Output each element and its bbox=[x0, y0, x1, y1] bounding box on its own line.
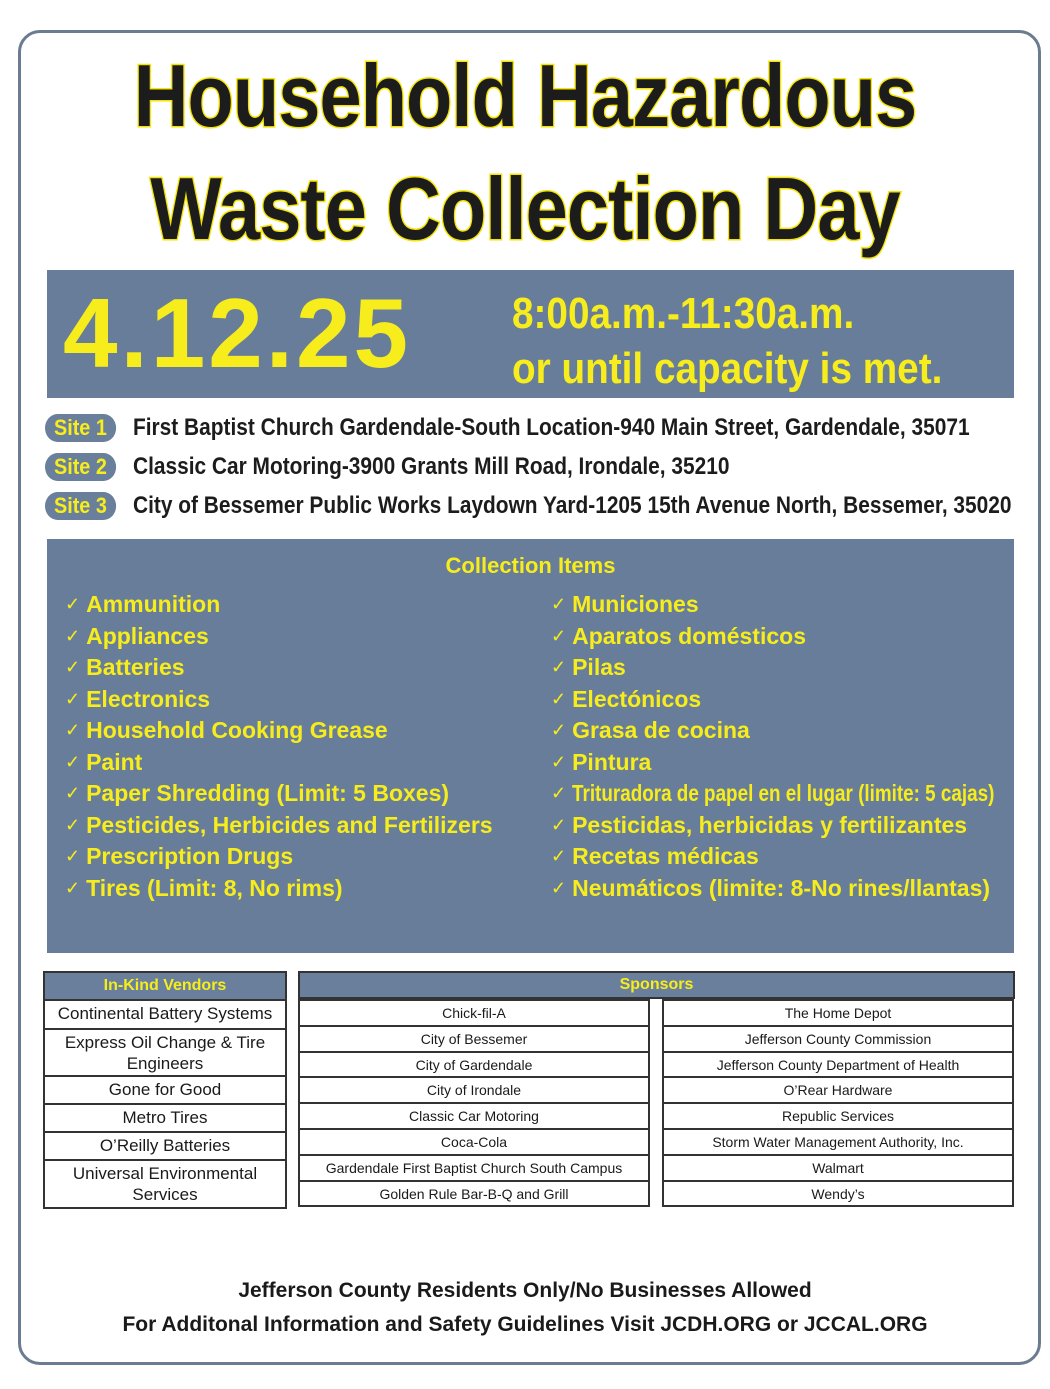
list-item: ✓ Electónicos bbox=[551, 685, 702, 712]
check-icon: ✓ bbox=[65, 688, 81, 709]
list-item: ✓ Tires (Limit: 8, No rims) bbox=[65, 874, 343, 901]
sponsor-cell: Republic Services bbox=[662, 1102, 1014, 1128]
list-item: ✓ Recetas médicas bbox=[551, 843, 759, 870]
date-banner bbox=[47, 270, 1014, 398]
check-icon: ✓ bbox=[551, 751, 567, 772]
sponsor-cell: Classic Car Motoring bbox=[298, 1102, 650, 1128]
check-icon: ✓ bbox=[65, 751, 81, 772]
check-icon: ✓ bbox=[65, 783, 81, 804]
list-item: ✓ Prescription Drugs bbox=[65, 843, 294, 870]
site-badge: Site 1 bbox=[45, 414, 116, 442]
list-item: ✓ Aparatos domésticos bbox=[551, 622, 806, 649]
site-row-1 bbox=[45, 413, 1050, 443]
sponsor-cell: Golden Rule Bar-B-Q and Grill bbox=[298, 1180, 650, 1208]
check-icon: ✓ bbox=[65, 846, 81, 867]
vendor-cell: Continental Battery Systems bbox=[45, 1001, 285, 1030]
list-item: ✓ Paper Shredding (Limit: 5 Boxes) bbox=[65, 780, 450, 807]
list-item: ✓ Pilas bbox=[551, 654, 626, 681]
list-item: ✓ Batteries bbox=[65, 654, 185, 681]
check-icon: ✓ bbox=[65, 657, 81, 678]
vendor-cell: Universal Environmental Services bbox=[72, 1164, 258, 1204]
footer-residents-note: Jefferson County Residents Only/No Businesses Allowed bbox=[238, 1279, 812, 1302]
list-item: ✓ Electronics bbox=[65, 685, 211, 712]
check-icon: ✓ bbox=[65, 625, 81, 646]
sponsor-cell: Coca-Cola bbox=[298, 1128, 650, 1154]
capacity-note: or until capacity is met. bbox=[512, 344, 943, 393]
list-item: ✓ Grasa de cocina bbox=[551, 717, 750, 744]
list-item: ✓ Ammunition bbox=[65, 591, 221, 618]
site-badge: Site 3 bbox=[45, 492, 116, 520]
site-address: First Baptist Church Gardendale-South Location-940 Main Street, Gardendale, 35071 bbox=[132, 414, 970, 441]
vendor-cell: Express Oil Change & Tire Engineers bbox=[45, 1030, 285, 1077]
title-line-2: Waste Collection Day bbox=[150, 159, 900, 258]
sponsor-cell: The Home Depot bbox=[662, 999, 1014, 1025]
check-icon: ✓ bbox=[65, 594, 81, 615]
title-line-1: Household Hazardous bbox=[133, 46, 917, 145]
sponsor-cell: City of Gardendale bbox=[298, 1051, 650, 1077]
collection-items-heading: Collection Items bbox=[445, 553, 616, 578]
vendor-cell: O’Reilly Batteries bbox=[45, 1133, 285, 1161]
in-kind-vendors-table bbox=[43, 971, 287, 1209]
list-item: ✓ Municiones bbox=[551, 591, 699, 618]
sponsor-cell: Wendy’s bbox=[662, 1180, 1014, 1208]
check-icon: ✓ bbox=[551, 657, 567, 678]
sponsor-cell: Chick-fil-A bbox=[298, 999, 650, 1025]
sponsor-cell: City of Irondale bbox=[298, 1076, 650, 1102]
list-item: ✓ Pesticidas, herbicidas y fertilizantes bbox=[551, 811, 968, 838]
sponsor-cell: Walmart bbox=[662, 1154, 1014, 1180]
sponsor-cell: Gardendale First Baptist Church South Campus bbox=[298, 1154, 650, 1180]
sponsors-column-2 bbox=[662, 999, 1014, 1207]
check-icon: ✓ bbox=[65, 720, 81, 741]
footer-info-note: For Additonal Information and Safety Guidelines Visit JCDH.ORG or JCCAL.ORG bbox=[122, 1313, 928, 1336]
sponsors-column-1 bbox=[298, 999, 650, 1207]
check-icon: ✓ bbox=[65, 877, 81, 898]
sponsors-table bbox=[298, 971, 1015, 1205]
site-row-2 bbox=[45, 452, 818, 482]
check-icon: ✓ bbox=[551, 783, 567, 804]
sponsor-cell: O’Rear Hardware bbox=[662, 1076, 1014, 1102]
check-icon: ✓ bbox=[551, 625, 567, 646]
sponsors-heading: Sponsors bbox=[298, 971, 1015, 999]
list-item: ✓ Paint bbox=[65, 748, 143, 775]
list-item: ✓ Appliances bbox=[65, 622, 209, 649]
vendor-cell: Gone for Good bbox=[45, 1077, 285, 1105]
vendors-heading: In-Kind Vendors bbox=[45, 973, 285, 1001]
site-badge: Site 2 bbox=[45, 453, 116, 481]
check-icon: ✓ bbox=[551, 877, 567, 898]
check-icon: ✓ bbox=[65, 814, 81, 835]
event-time: 8:00a.m.-11:30a.m. bbox=[512, 289, 855, 338]
collection-items-panel bbox=[47, 539, 1014, 953]
site-address: City of Bessemer Public Works Laydown Yard-1205 15th Avenue North, Bessemer, 35020 bbox=[132, 492, 1012, 519]
check-icon: ✓ bbox=[551, 720, 567, 741]
collection-list-spanish bbox=[551, 589, 1050, 904]
collection-list-english bbox=[65, 589, 493, 904]
check-icon: ✓ bbox=[551, 594, 567, 615]
event-date: 4.12.25 bbox=[63, 278, 411, 388]
list-item: ✓ Pesticides, Herbicides and Fertilizers bbox=[65, 811, 493, 838]
vendor-cell: Metro Tires bbox=[45, 1105, 285, 1133]
check-icon: ✓ bbox=[551, 814, 567, 835]
list-item: ✓ Trituradora de papel en el lugar (limite: 5 cajas) bbox=[551, 780, 995, 807]
sponsor-cell: Storm Water Management Authority, Inc. bbox=[662, 1128, 1014, 1154]
site-address: Classic Car Motoring-3900 Grants Mill Road, Irondale, 35210 bbox=[132, 453, 730, 480]
list-item: ✓ Household Cooking Grease bbox=[65, 717, 388, 744]
sponsor-cell: Jefferson County Department of Health bbox=[662, 1051, 1014, 1077]
check-icon: ✓ bbox=[551, 846, 567, 867]
sponsor-cell: Jefferson County Commission bbox=[662, 1025, 1014, 1051]
sponsor-cell: City of Bessemer bbox=[298, 1025, 650, 1051]
site-row-3 bbox=[45, 491, 1050, 521]
list-item: ✓ Neumáticos (limite: 8-No rines/llantas) bbox=[551, 874, 991, 901]
list-item: ✓ Pintura bbox=[551, 748, 652, 775]
check-icon: ✓ bbox=[551, 688, 567, 709]
